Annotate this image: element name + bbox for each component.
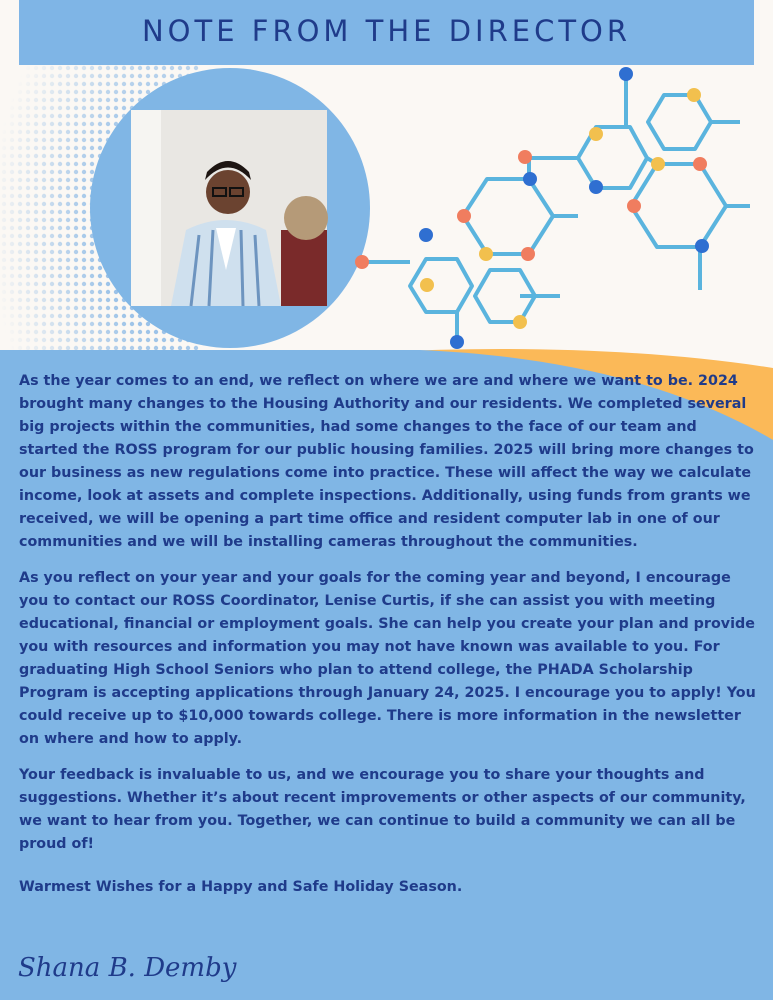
signature-text: Shana B. Demby [18,953,237,983]
paragraph: As you reflect on your year and your goals for the coming year and beyond, I encourage you to contact our ROSS Coordinator, Lenise Curtis, if she can assist you with meeting educational, financial or employment goals. She can help you create your plan and provide you with resources and information you may not have known was available to you. For graduating High School Seniors who plan to attend college, the PHADA Scholarship Program is accepting applications through January 24, 2025. I encourage you to apply! You could receive up to $10,000 towards college. There is more information in the newsletter on where and how to apply. [19,570,756,747]
paragraph: Your feedback is invaluable to us, and we encourage you to share your thoughts and suggestions. Whether it’s about recent improvements or other aspects of our community, we want to hear from you. Together, we can continue to build a community we can all be proud of! [19,767,746,852]
hexagon-network [362,74,750,342]
closing-line: Warmest Wishes for a Happy and Safe Holiday Season. [19,879,463,895]
director-signature [14,940,237,995]
page-title: NOTE FROM THE DIRECTOR [141,14,632,48]
director-note-body [19,370,759,912]
paragraph: As the year comes to an end, we reflect on where we are and where we want to be. 2024 brought many changes to the Housing Authority and our residents. We completed several big projects within the communities, had some changes to the face of our team and started the ROSS program for our public housing families. 2025 will bring more changes to our business as new regulations come into practice. These will affect the way we calculate income, look at assets and complete inspections. Additionally, using funds from grants we received, we will be opening a part time office and resident computer lab in one of our communities and we will be installing cameras throughout the communities. [19,373,754,550]
director-photo [131,110,327,306]
header-banner [19,0,754,65]
